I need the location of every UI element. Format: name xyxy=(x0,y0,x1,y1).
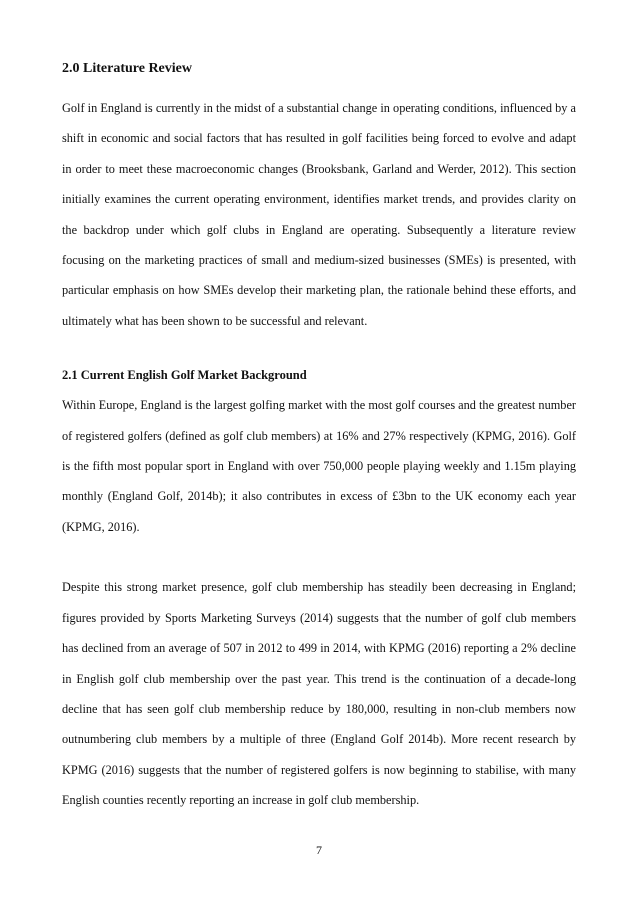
document-page xyxy=(62,58,576,816)
section-title: 2.0 Literature Review xyxy=(62,61,192,76)
section-spacer xyxy=(62,336,576,362)
paragraph-spacer xyxy=(62,542,576,572)
market-paragraph-2: Despite this strong market presence, golf club membership has steadily been decreasing in England; figures provided by Sports Marketing Surveys (2014) suggests that the number of golf club members has declined from an average of 507 in 2012 to 499 in 2014, with KPMG (2016) reporting a 2% decline in English golf club membership over the past year. This trend is the continuation of a decade-long decline that has seen golf club membership reduce by 180,000, resulting in non-club members now outnumbering club members by a multiple of three (England Golf 2014b). More recent research by KPMG (2016) suggests that the number of registered golfers is now beginning to stabilise, with many English counties recently reporting an increase in golf club membership. xyxy=(62,580,576,808)
market-paragraph-1: Within Europe, England is the largest golfing market with the most golf courses and the greatest number of registered golfers (defined as golf club members) at 16% and 27% respectively (KPMG, 2016). Golf is the fifth most popular sport in England with over 750,000 people playing weekly and 1.15m playing monthly (England Golf, 2014b); it also contributes in excess of £3bn to the UK economy each year (KPMG, 2016). xyxy=(62,398,576,534)
page-number: 7 xyxy=(316,843,322,857)
intro-paragraph: Golf in England is currently in the midst of a substantial change in operating conditions, influenced by a shift in economic and social factors that has resulted in golf facilities being forced to evolve and adapt in order to meet these macroeconomic changes (Brooksbank, Garland and Werder, 2012). This section initially examines the current operating environment, identifies market trends, and provides clarity on the backdrop under which golf clubs in England are operating. Subsequently a literature review focusing on the marketing practices of small and medium-sized businesses (SMEs) is presented, with particular emphasis on how SMEs develop their marketing plan, the rationale behind these efforts, and ultimately what has been shown to be successful and relevant. xyxy=(62,101,576,328)
subsection-title: 2.1 Current English Golf Market Background xyxy=(62,368,307,383)
